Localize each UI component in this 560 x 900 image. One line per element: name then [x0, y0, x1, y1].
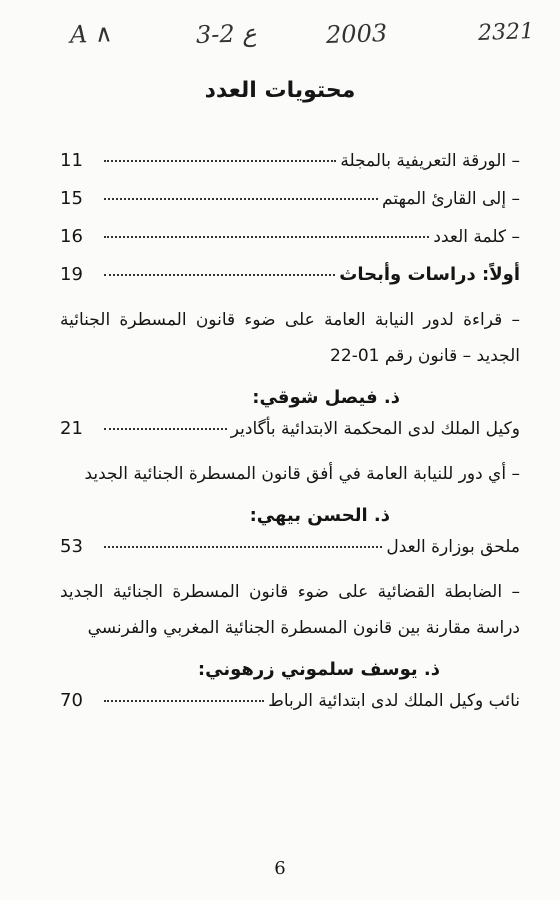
page-title: محتويات العدد — [204, 78, 356, 103]
toc-entry — [60, 226, 520, 264]
toc-entry — [60, 418, 520, 456]
article-title: – الضابطة القضائية على ضوء قانون المسطرة الجنائية الجديد دراسة مقارنة بين قانون المسطرة الجنائية المغربي والفرنسي — [60, 582, 520, 638]
dot-leader — [104, 236, 429, 238]
dot-leader — [104, 428, 227, 430]
handwritten-number: 2321 — [477, 19, 535, 46]
dot-leader — [104, 700, 264, 702]
article-title: – أي دور للنيابة العامة في أفق قانون المسطرة الجنائية الجديد — [84, 464, 520, 484]
toc-entry-page: 70 — [60, 690, 83, 711]
toc-entry-page: 21 — [60, 418, 83, 439]
toc-entry-page: 16 — [60, 226, 83, 247]
toc-entry-page: 53 — [60, 536, 83, 557]
toc-entry — [60, 690, 520, 728]
toc-entry — [60, 150, 520, 188]
toc-entry-text: – كلمة العدد — [433, 227, 520, 247]
page-number: 6 — [274, 858, 286, 879]
article-author: ذ. الحسن بيهي: — [249, 505, 390, 526]
toc — [60, 150, 520, 728]
article-author: ذ. يوسف سلموني زرهوني: — [197, 659, 440, 680]
toc-entry-text: أولاً: دراسات وأبحاث — [339, 264, 520, 285]
article-author: ذ. فيصل شوقي: — [252, 387, 400, 408]
toc-entry-text: – إلى القارئ المهتم — [382, 189, 520, 209]
dot-leader — [104, 160, 336, 162]
handwritten-note-1: A ∧ — [69, 19, 114, 49]
author-role: نائب وكيل الملك لدى ابتدائية الرباط — [268, 691, 520, 711]
toc-entry-page: 15 — [60, 188, 83, 209]
toc-entry-text: – الورقة التعريفية بالمجلة — [340, 151, 520, 171]
author-role: وكيل الملك لدى المحكمة الابتدائية بأگادير — [230, 419, 520, 439]
toc-section-heading — [60, 264, 520, 302]
handwritten-year: 2003 — [325, 18, 388, 50]
dot-leader — [104, 274, 335, 276]
author-role: ملحق بوزارة العدل — [386, 537, 520, 557]
article-title: – قراءة لدور النيابة العامة على ضوء قانون المسطرة الجنائية الجديد – قانون رقم 01-22 — [60, 310, 520, 366]
dot-leader — [104, 198, 378, 200]
toc-entry — [60, 536, 520, 574]
toc-entry-page: 19 — [60, 264, 83, 285]
toc-entry — [60, 188, 520, 226]
toc-entry-page: 11 — [60, 150, 83, 171]
handwritten-note-2: 3-2 ع — [195, 18, 258, 50]
dot-leader — [104, 546, 382, 548]
